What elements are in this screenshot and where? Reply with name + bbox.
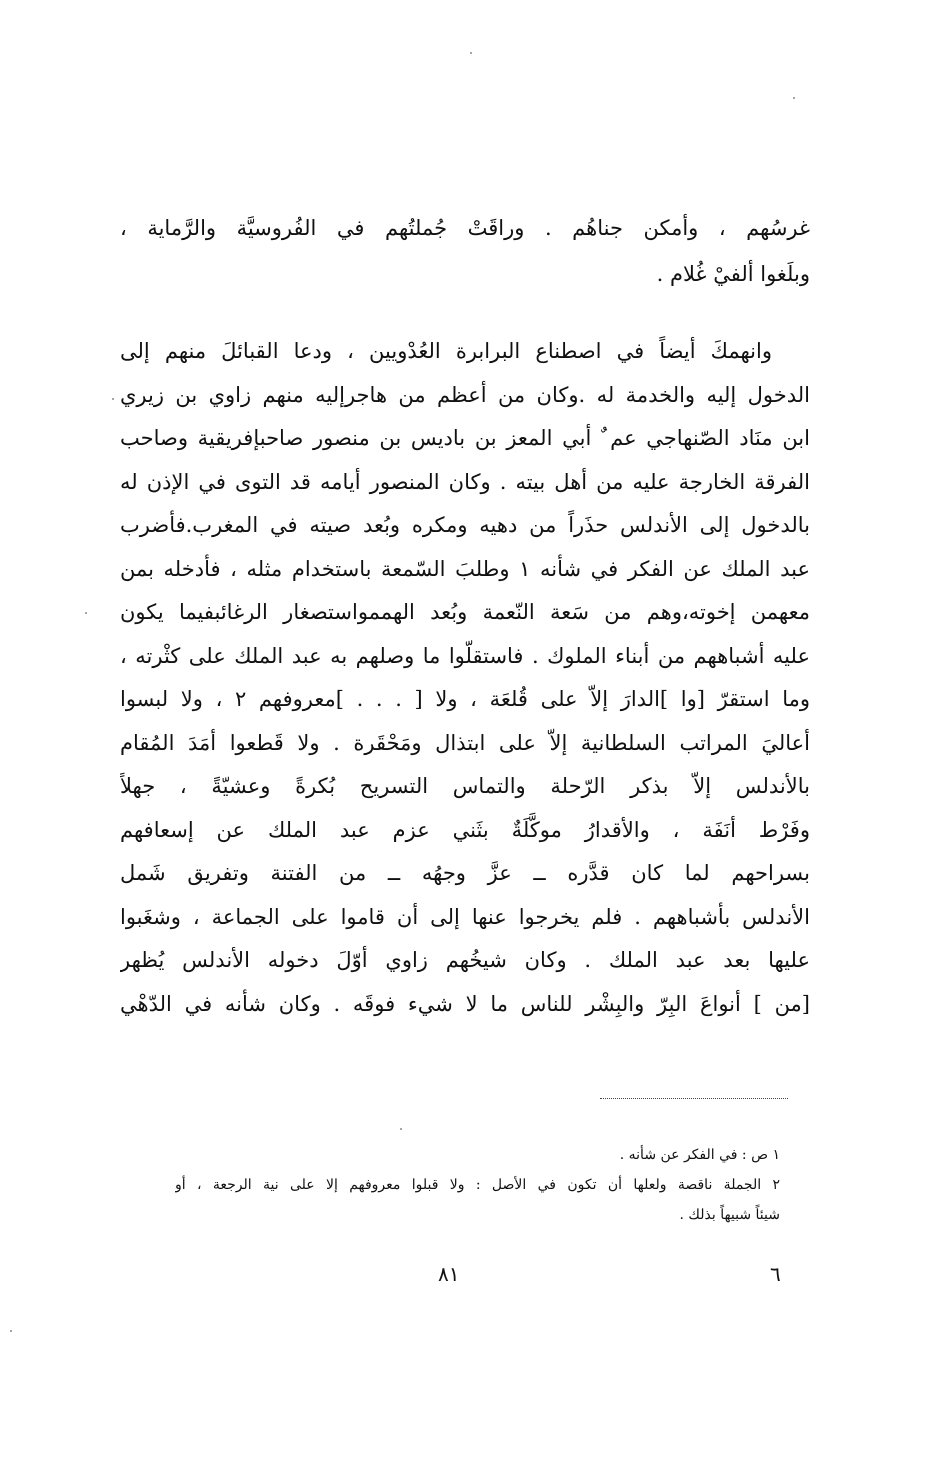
scan-speck: [470, 52, 472, 54]
body-line: [من ] أنواعَ البِرّ والبِشْر للناس ما لا شيء فوقَه . وكان شأنه في الدّهْي: [120, 991, 810, 1016]
main-paragraph: [120, 330, 810, 1026]
footnote-1: ١ ص : في الفكر عن شأنه .: [619, 1147, 780, 1163]
body-line: الدخول إليه والخدمة له .وكان من أعظم من هاجرإليه منهم زاوي بن زيري: [120, 382, 810, 407]
footnote-2-continued: شيئاً شبيهاً بذلك .: [679, 1207, 780, 1223]
body-line: وفَرْط أنَفَة ، والأقدارُ موكَّلَةٌ بثَني عزم عبد الملك عن إسعافهم: [120, 817, 810, 842]
body-line: بسراحهم لما كان قدَّره ــ عزَّ وجهُه ــ من الفتنة وتفريق شَمل: [120, 861, 810, 885]
footnotes: [175, 1140, 780, 1230]
footnote-2: ٢ الجملة ناقصة ولعلها أن تكون في الأصل : ولا قبلوا معروفهم إلا على نية الرجعة ، أو: [175, 1177, 780, 1193]
body-line: معهمن إخوته،وهم من سَعة النّعمة وبُعد الهممواستصغار الرغائبفيما يكون: [120, 600, 810, 624]
intro-line: وبلَغوا ألفيْ غُلام .: [656, 262, 810, 286]
body-line: وما استقرّ [وا ]الدارَ إلاّ على قُلعَة ، ولا [ . . . ]معروفهم ٢ ، ولا لبسوا: [120, 687, 810, 711]
scan-speck: [10, 1330, 12, 1332]
scan-speck: [793, 97, 795, 99]
scan-speck: [112, 398, 114, 400]
body-line: بالأندلس إلاّ بذكر الرّحلة والتماس التسريح بُكرةً وعشيّةً ، جهلاً: [120, 774, 810, 798]
intro-line: غرسُهم ، وأمكن جناهُم . وراقَتْ جُملتُهم في الفُروسيَّة والرَّماية ،: [120, 216, 810, 240]
intro-paragraph: [120, 205, 810, 297]
body-line: وانهمكَ أيضاً في اصطناع البرابرة العُدْويين ، ودعا القبائلَ منهم إلى: [120, 339, 772, 363]
scan-speck: [400, 1128, 402, 1130]
body-line: عليه أشباههم من أبناء الملوك . فاستقلّوا ما وصلهم به عبد الملك على كثْرته ،: [120, 643, 810, 668]
body-line: عليها بعد عبد الملك . وكان شيخُهم زاوي أوّلَ دخوله الأندلس يُظهر: [120, 948, 810, 972]
body-line: عبد الملك عن الفكر في شأنه ١ وطلبَ السّمعة باستخدام مثله ، فأدخله بمن: [120, 556, 810, 581]
body-line: ابن منَاد الصّنهاجي عم ٌ أبي المعز بن باديس بن منصور صاحبإفريقية وصاحب: [120, 426, 810, 450]
signature-number: ٦: [770, 1262, 781, 1286]
footnote-separator: [600, 1098, 788, 1099]
body-line: الأندلس بأشباههم . فلم يخرجوا عنها إلى أن قاموا على الجماعة ، وشغَبوا: [120, 904, 810, 929]
page-number: ٨١: [438, 1262, 460, 1286]
scan-speck: [85, 612, 87, 614]
body-line: بالدخول إلى الأندلس حذَراً من دهيه ومكره وبُعد صيته في المغرب.فأضرب: [120, 513, 810, 537]
body-line: الفرقة الخارجة عليه من أهل بيته . وكان المنصور أيامه قد التوى في الإذن له: [120, 469, 810, 494]
body-line: أعاليَ المراتب السلطانية إلاّ على ابتذال ومَحْقَرة . ولا قَطعوا أمَدَ المُقام: [120, 730, 810, 755]
